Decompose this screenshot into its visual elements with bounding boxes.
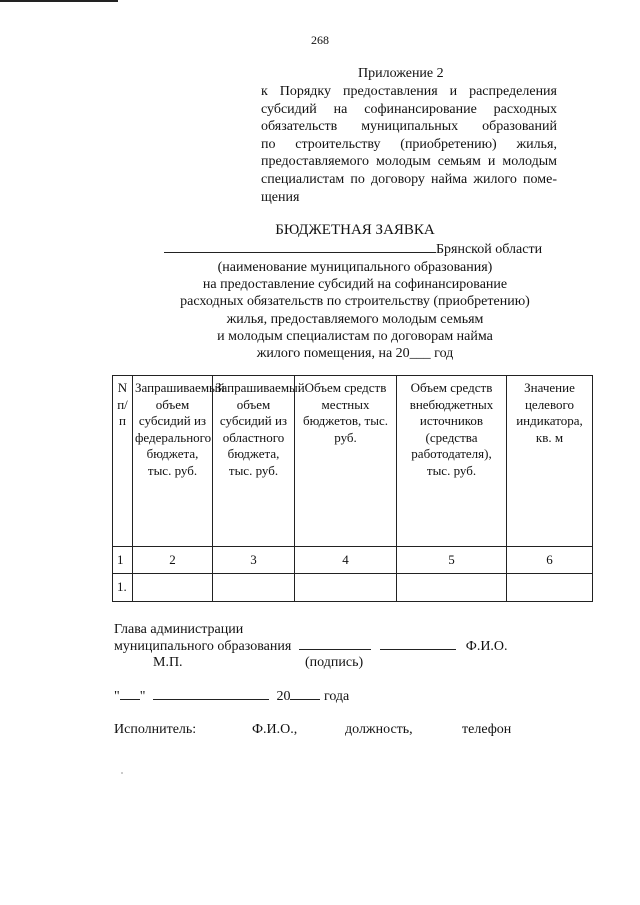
table-cell: 1. xyxy=(113,574,133,602)
page-number: 268 xyxy=(311,33,329,47)
scan-artifact xyxy=(121,772,123,774)
appendix-line: к Порядку предоставления и распределения xyxy=(261,84,557,99)
year-suffix: года xyxy=(323,689,350,704)
document-description xyxy=(120,259,590,362)
table-cell xyxy=(507,574,593,602)
year-blank xyxy=(290,688,320,700)
column-number: 4 xyxy=(295,547,397,574)
description-line: и молодым специалистам по договорам найма xyxy=(217,328,493,344)
description-line: на предоставление субсидий на софинансирование xyxy=(202,277,508,293)
appendix-line: щения xyxy=(261,189,300,205)
table-header-row xyxy=(113,376,593,547)
year-prefix: 20 xyxy=(276,689,291,704)
region-suffix: Брянской области xyxy=(436,242,543,257)
table-cell xyxy=(295,574,397,602)
column-number-row xyxy=(113,547,593,574)
region-line xyxy=(164,240,542,258)
column-header: Объем средств внебюджетных источников (средства работодателя), тыс. руб. xyxy=(397,376,507,547)
head-title-text: муниципального образования xyxy=(114,639,292,654)
table-cell xyxy=(213,574,295,602)
appendix-title: Приложение 2 xyxy=(358,66,444,81)
executor-phone: телефон xyxy=(462,722,512,737)
head-title-line2 xyxy=(114,638,508,655)
date-quote-open: " xyxy=(114,689,120,704)
month-blank xyxy=(153,688,269,700)
name-blank xyxy=(380,638,456,650)
table-cell xyxy=(397,574,507,602)
column-header: Значение целевого индикатора, кв. м xyxy=(507,376,593,547)
fio-label: Ф.И.О. xyxy=(465,639,508,654)
appendix-line: субсидий на софинансирование расходных xyxy=(261,101,557,117)
column-header: N п/п xyxy=(113,376,133,547)
appendix-line: специалистам по договору найма жилого поме- xyxy=(261,171,557,187)
appendix-description xyxy=(261,83,557,206)
description-line: расходных обязательств по строительству (приобретению) xyxy=(180,294,530,310)
column-number: 2 xyxy=(133,547,213,574)
executor-position: должность, xyxy=(345,722,413,737)
date-line xyxy=(114,688,349,705)
column-header: Запрашиваемый объем субсидий из областного бюджета, тыс. руб. xyxy=(213,376,295,547)
signature-blank xyxy=(299,638,371,650)
top-edge-mark xyxy=(0,0,118,2)
description-line: жилого помещения, на 20___ год xyxy=(256,346,454,362)
signature-caption: (подпись) xyxy=(305,655,364,670)
column-number: 1 xyxy=(113,547,133,574)
date-quote-close: " xyxy=(139,689,146,704)
municipality-name-blank xyxy=(164,240,436,253)
table-row xyxy=(113,574,593,602)
executor-fio: Ф.И.О., xyxy=(252,722,298,737)
description-line: (наименование муниципального образования) xyxy=(217,260,493,275)
column-number: 3 xyxy=(213,547,295,574)
executor-label: Исполнитель: xyxy=(114,722,197,737)
column-number: 5 xyxy=(397,547,507,574)
appendix-line: обязательств муниципальных образований xyxy=(261,119,557,135)
head-title-line1: Глава администрации xyxy=(114,622,244,637)
column-header: Объем средств местных бюджетов, тыс. руб. xyxy=(295,376,397,547)
day-blank xyxy=(120,688,140,700)
document-title: БЮДЖЕТНАЯ ЗАЯВКА xyxy=(275,222,435,238)
column-header: Запрашиваемый объем субсидий из федерального бюджета, тыс. руб. xyxy=(133,376,213,547)
column-number: 6 xyxy=(507,547,593,574)
description-line: жилья, предоставляемого молодым семьям xyxy=(226,311,484,327)
appendix-line: предоставляемого молодым семьям и молодым xyxy=(261,154,557,170)
table-cell xyxy=(133,574,213,602)
appendix-line: по строительству (приобретению) жилья, xyxy=(261,136,557,152)
stamp-label: М.П. xyxy=(153,655,183,670)
budget-table xyxy=(112,375,593,602)
